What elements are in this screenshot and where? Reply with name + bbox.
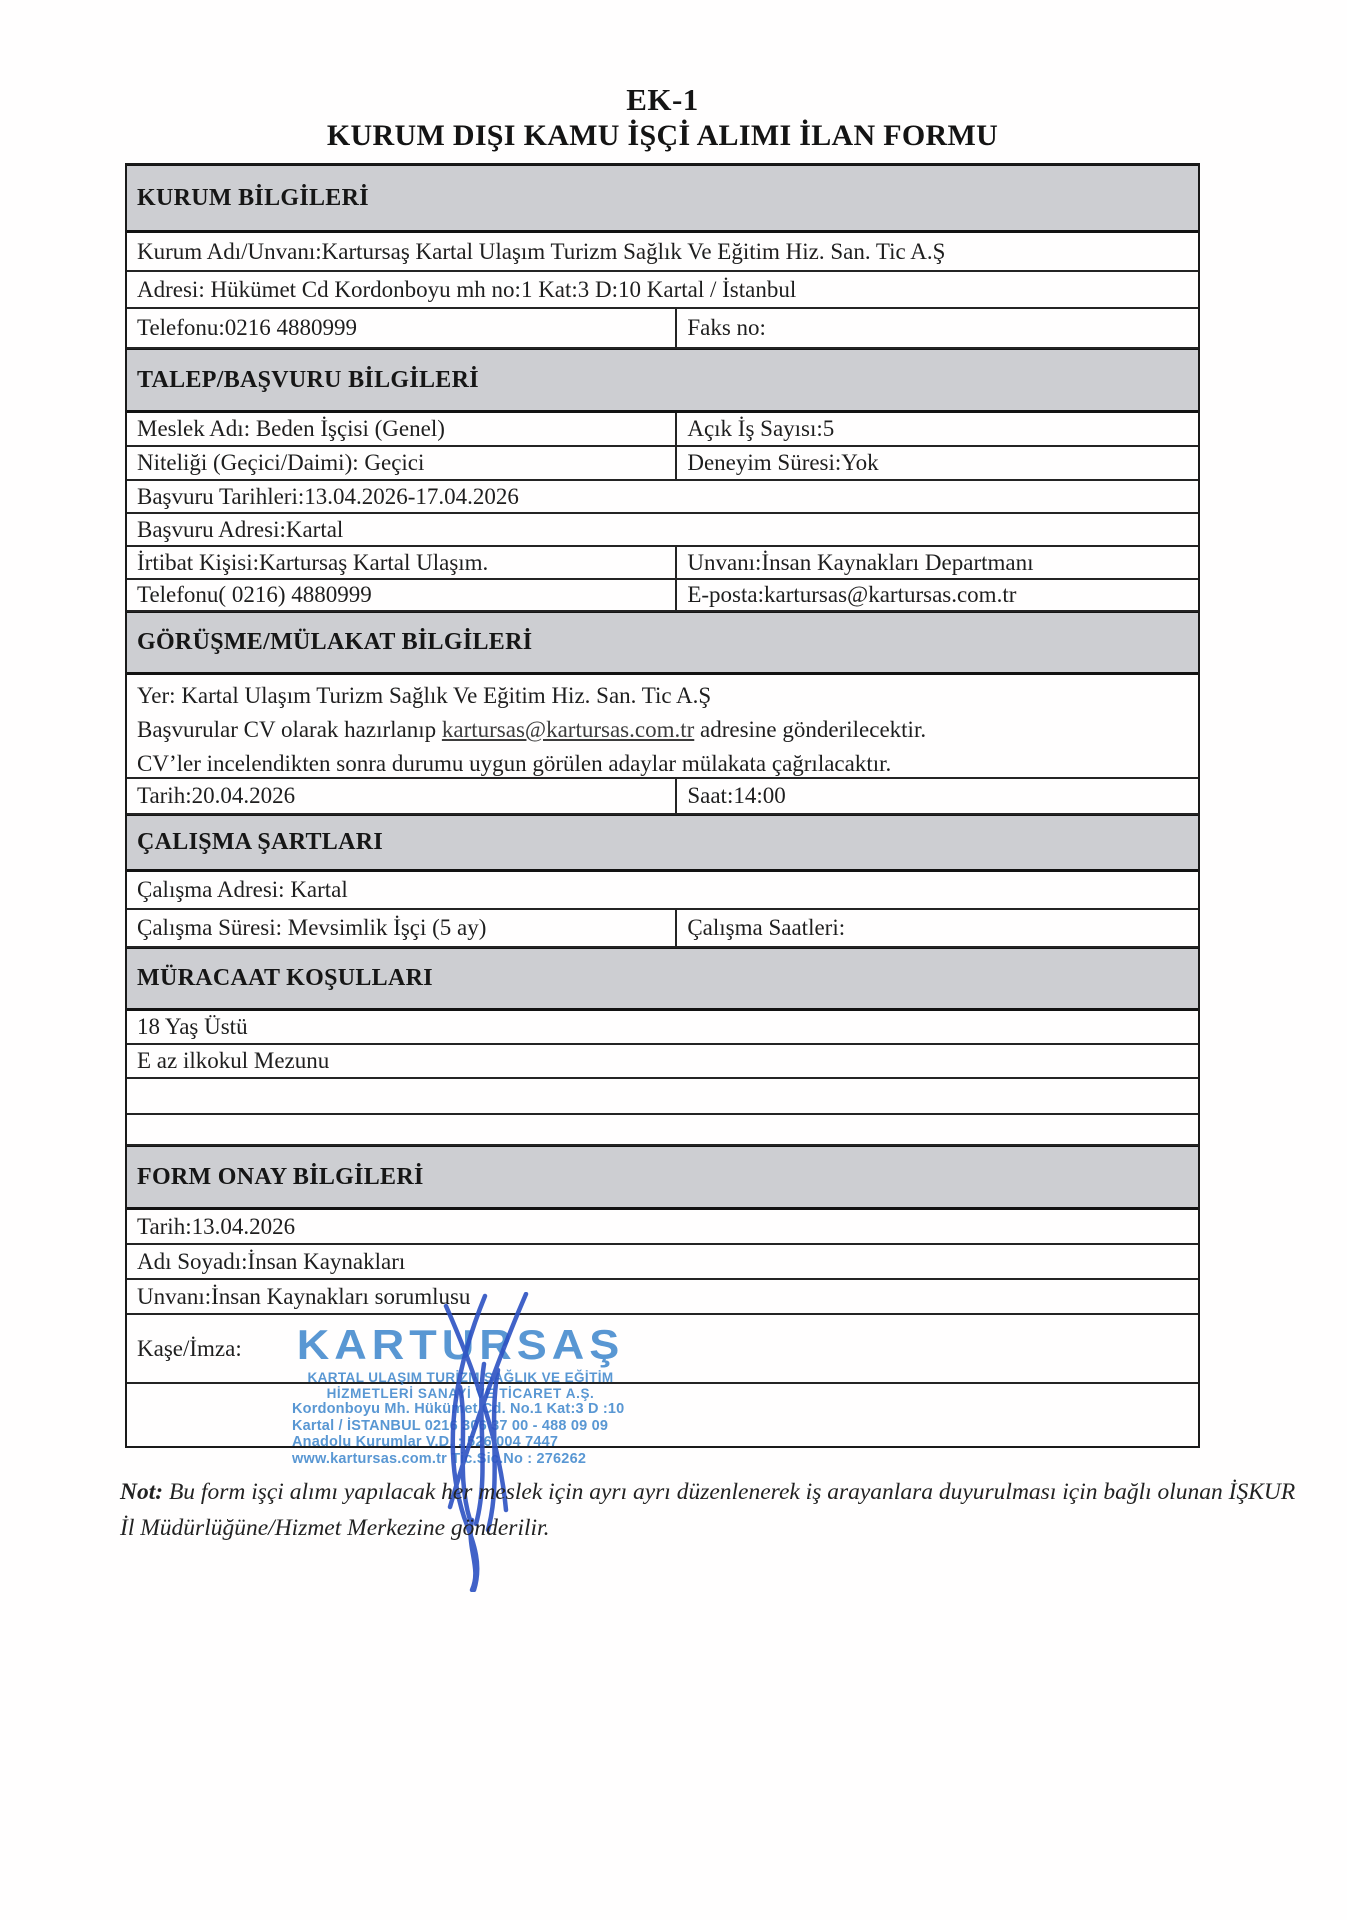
field-basvuru-adresi: Başvuru Adresi:Kartal <box>137 516 344 542</box>
stamp-company-name: KARTURSAŞ <box>296 1321 625 1368</box>
note-body: Bu form işçi alımı yapılacak her meslek için ayrı ayrı düzenlenerek iş arayanlara duyurulması için bağlı olunan İŞKUR İl Müdürlüğüne/Hizmet Merkezine gönderilir. <box>120 1479 1296 1541</box>
stamp-line-1: KARTAL ULAŞIM TURİZM SAĞLIK VE EĞİTİM <box>307 1370 614 1385</box>
form-table <box>125 163 1200 1448</box>
field-acik-is-sayisi: Açık İş Sayısı:5 <box>675 413 1198 445</box>
field-cv-aciklama-2: CV’ler incelendikten sonra durumu uygun görülen adaylar mülakata çağrılacaktır. <box>137 751 892 776</box>
field-adresi: Adresi: Hükümet Cd Kordonboyu mh no:1 Kat:3 D:10 Kartal / İstanbul <box>137 276 797 302</box>
stamp-address-1: Kordonboyu Mh. Hükümet Cd. No.1 Kat:3 D :10 <box>292 1401 625 1417</box>
field-irtibat-kisisi: İrtibat Kişisi:Kartursaş Kartal Ulaşım. <box>137 549 489 575</box>
section-header-muracaat-kosullari <box>127 948 1198 1011</box>
note-label: Not: <box>120 1479 164 1505</box>
heading-ek: EK-1 <box>626 82 699 117</box>
field-mulakat-saat: Saat:14:00 <box>675 779 1198 813</box>
field-onay-tarih: Tarih:13.04.2026 <box>137 1213 296 1239</box>
section-title: ÇALIŞMA ŞARTLARI <box>137 829 384 855</box>
section-header-calisma-sartlari <box>127 815 1198 872</box>
field-deneyim-suresi: Deneyim Süresi:Yok <box>675 447 1198 479</box>
section-title: KURUM BİLGİLERİ <box>137 184 369 211</box>
empty-row <box>127 1115 1198 1144</box>
empty-row <box>127 1384 1198 1446</box>
stamp-address-3: Anadolu Kurumlar V.D. : 526 004 7447 <box>292 1434 559 1450</box>
field-kosul-1: 18 Yaş Üstü <box>137 1014 248 1039</box>
field-adi-soyadi: Adı Soyadı:İnsan Kaynakları <box>137 1248 406 1274</box>
section-header-form-onay <box>127 1146 1198 1210</box>
field-kurum-adi: Kurum Adı/Unvanı:Kartursaş Kartal Ulaşım Turizm Sağlık Ve Eğitim Hiz. San. Tic A.Ş <box>137 238 946 264</box>
field-telefonu: Telefonu:0216 4880999 <box>137 315 358 340</box>
field-calisma-saatleri: Çalışma Saatleri: <box>675 910 1198 946</box>
field-meslek-adi: Meslek Adı: Beden İşçisi (Genel) <box>137 416 445 441</box>
field-basvuru-tarihleri: Başvuru Tarihleri:13.04.2026-17.04.2026 <box>137 483 519 509</box>
cv-text-prefix: Başvurular CV olarak hazırlanıp <box>137 717 442 742</box>
field-cv-aciklama <box>137 713 1188 747</box>
stamp-address-2: Kartal / İSTANBUL 0216 306 37 00 - 488 09 09 <box>292 1417 609 1434</box>
field-yer: Yer: Kartal Ulaşım Turizm Sağlık Ve Eğitim Hiz. San. Tic A.Ş <box>137 683 712 708</box>
empty-row <box>127 1079 1198 1113</box>
section-header-talep-basvuru <box>127 349 1198 413</box>
section-title: TALEP/BAŞVURU BİLGİLERİ <box>137 366 479 393</box>
field-faks-no: Faks no: <box>675 309 1198 347</box>
section-title: FORM ONAY BİLGİLERİ <box>137 1163 424 1190</box>
field-calisma-suresi: Çalışma Süresi: Mevsimlik İşçi (5 ay) <box>137 915 487 940</box>
field-telefonu-2: Telefonu( 0216) 4880999 <box>137 582 372 607</box>
field-calisma-adresi: Çalışma Adresi: Kartal <box>137 877 348 902</box>
field-niteligi: Niteliği (Geçici/Daimi): Geçici <box>137 450 425 475</box>
field-onay-unvani: Unvanı:İnsan Kaynakları sorumlusu <box>137 1283 471 1309</box>
field-unvani-departman: Unvanı:İnsan Kaynakları Departmanı <box>675 547 1198 578</box>
page-title: KURUM DIŞI KAMU İŞÇİ ALIMI İLAN FORMU <box>326 119 999 152</box>
note-text <box>120 1474 1300 1546</box>
field-mulakat-tarih: Tarih:20.04.2026 <box>137 783 296 808</box>
field-kase-imza-label: Kaşe/İmza: <box>137 1335 242 1361</box>
email-link[interactable]: kartursas@kartursas.com.tr <box>441 717 695 742</box>
field-eposta: E-posta:kartursas@kartursas.com.tr <box>675 580 1198 610</box>
field-kosul-2: E az ilkokul Mezunu <box>137 1048 330 1073</box>
field-mulakat-aciklama <box>127 675 1198 777</box>
section-header-kurum-bilgileri <box>127 165 1198 233</box>
stamp-address-4: www.kartursas.com.tr Tic.Sic.No : 276262 <box>292 1450 587 1467</box>
section-title: GÖRÜŞME/MÜLAKAT BİLGİLERİ <box>137 629 533 655</box>
stamp-line-2: HİZMETLERİ SANAYİ VE TİCARET A.Ş. <box>326 1385 595 1401</box>
section-title: MÜRACAAT KOŞULLARI <box>137 965 433 991</box>
section-header-gorusme-mulakat <box>127 612 1198 675</box>
cv-text-suffix: adresine gönderilecektir. <box>694 717 927 742</box>
